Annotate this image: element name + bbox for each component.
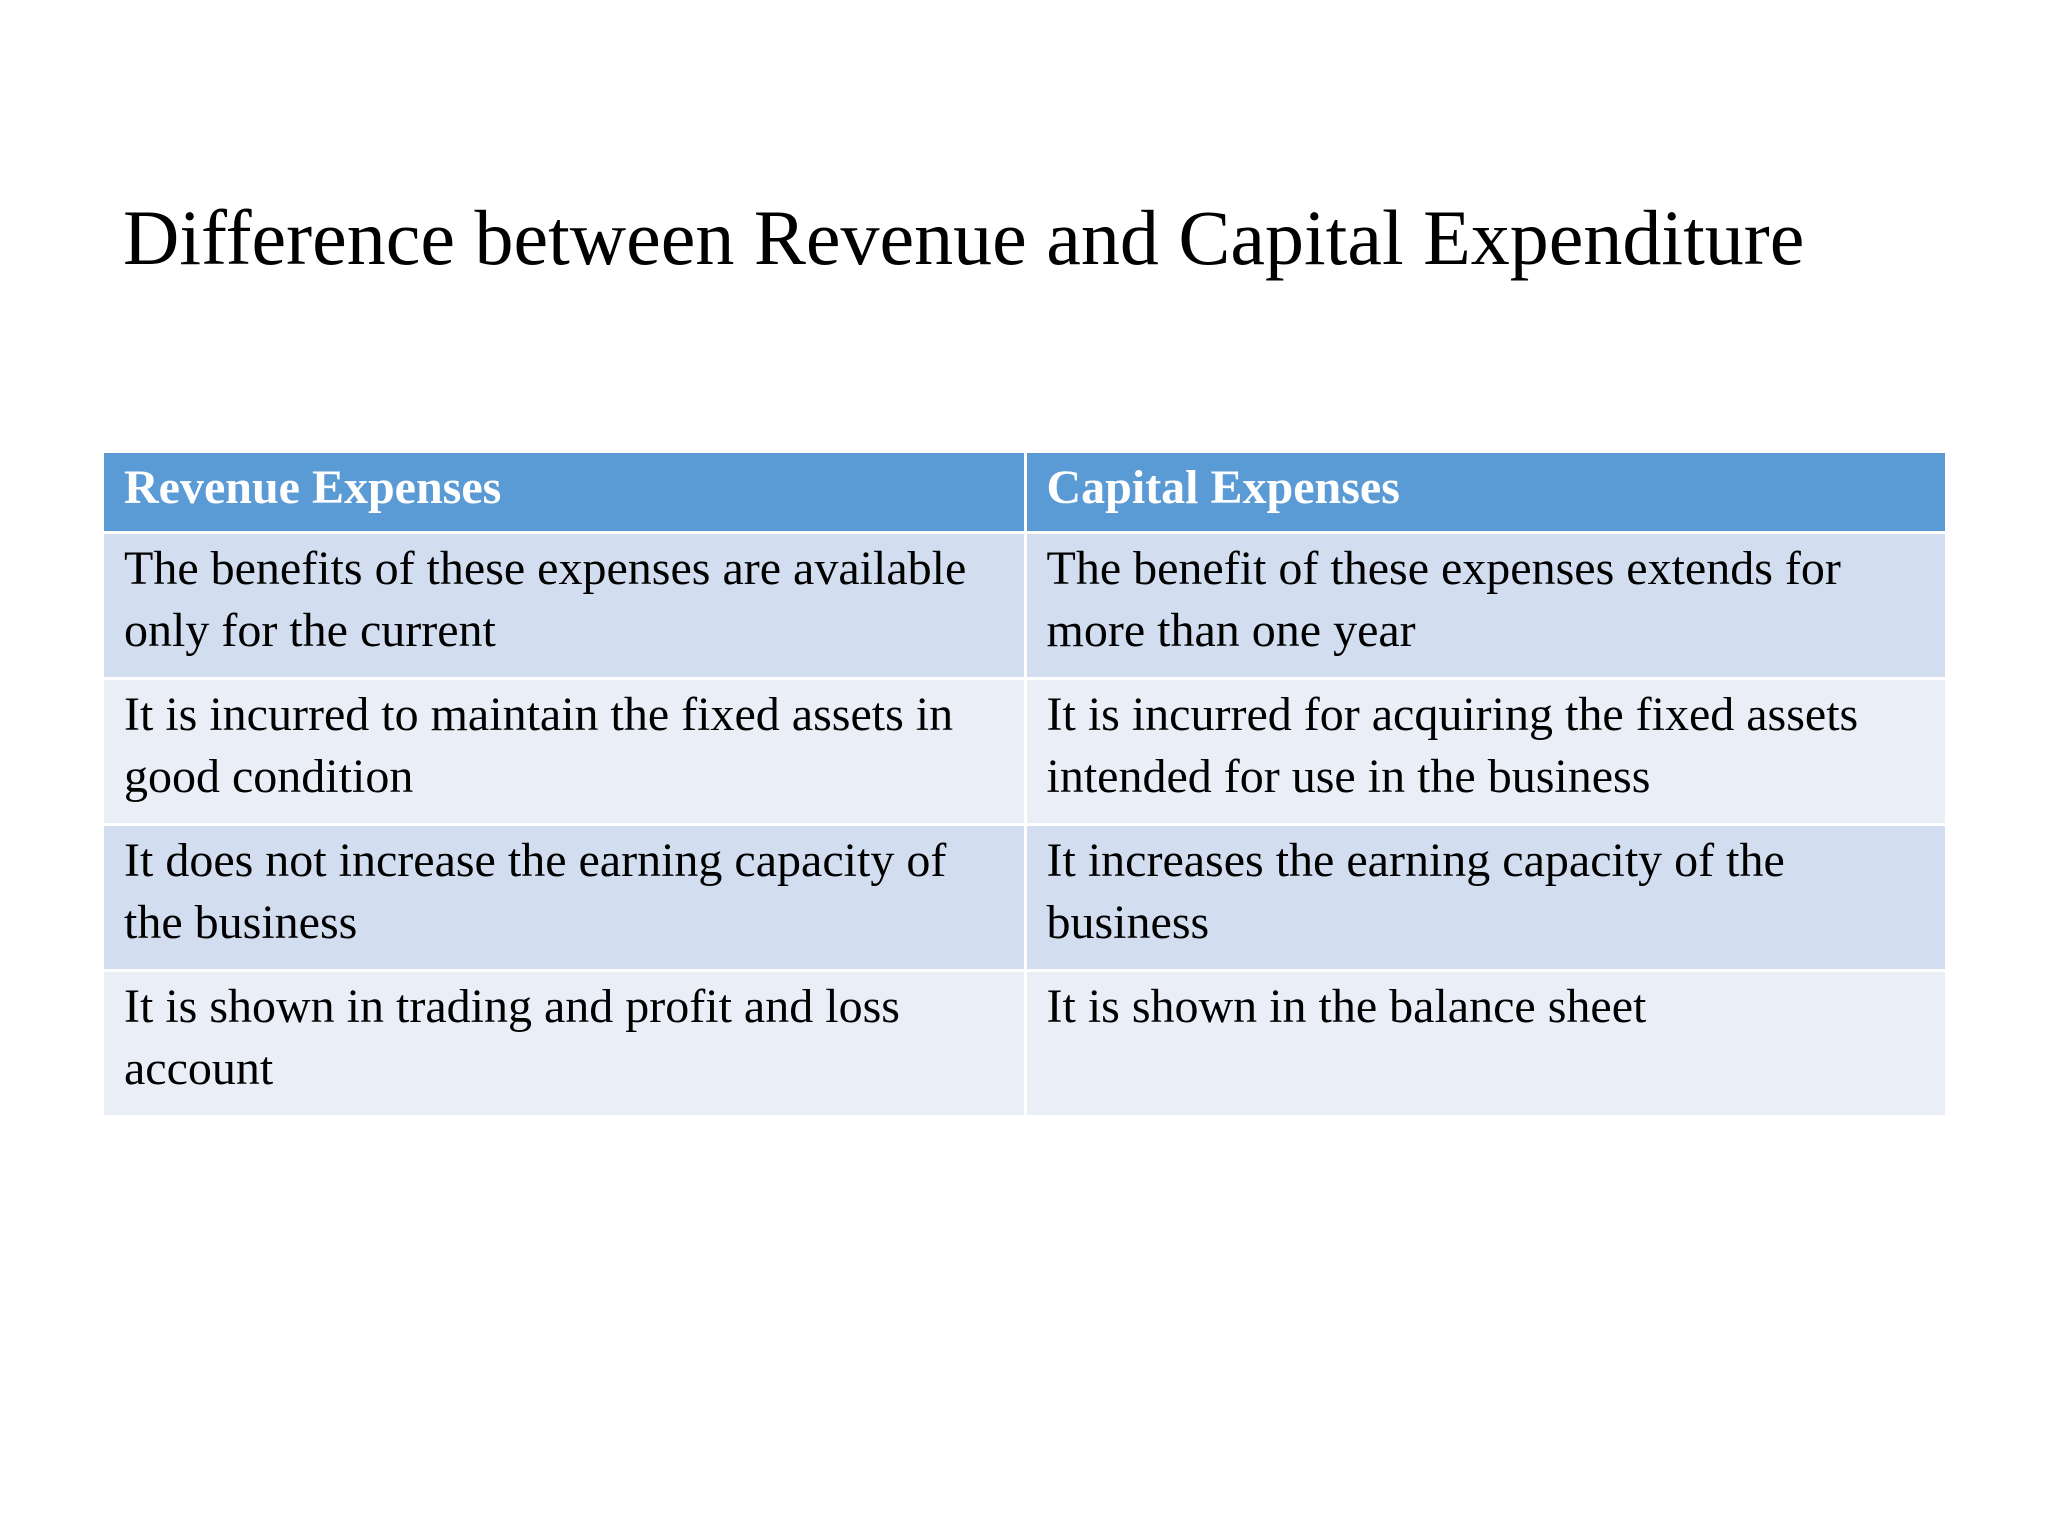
table-cell-revenue: It is incurred to maintain the fixed assets in good condition [104,679,1025,825]
header-capital-expenses: Capital Expenses [1025,453,1945,533]
table-cell-capital: It is shown in the balance sheet [1025,971,1945,1116]
table-row [104,825,1945,971]
table-cell-revenue: It does not increase the earning capacity of the business [104,825,1025,971]
slide-title: Difference between Revenue and Capital Expenditure [123,194,1805,281]
table-header-row [104,453,1945,533]
table-row [104,679,1945,825]
table-cell-revenue: It is shown in trading and profit and loss account [104,971,1025,1116]
table-cell-capital: It increases the earning capacity of the business [1025,825,1945,971]
table-row [104,971,1945,1116]
comparison-table-container [104,453,1945,1115]
table-cell-revenue: The benefits of these expenses are available only for the current [104,533,1025,679]
header-revenue-expenses: Revenue Expenses [104,453,1025,533]
table-row [104,533,1945,679]
table-cell-capital: It is incurred for acquiring the fixed assets intended for use in the business [1025,679,1945,825]
table-cell-capital: The benefit of these expenses extends for more than one year [1025,533,1945,679]
comparison-table [104,453,1945,1115]
